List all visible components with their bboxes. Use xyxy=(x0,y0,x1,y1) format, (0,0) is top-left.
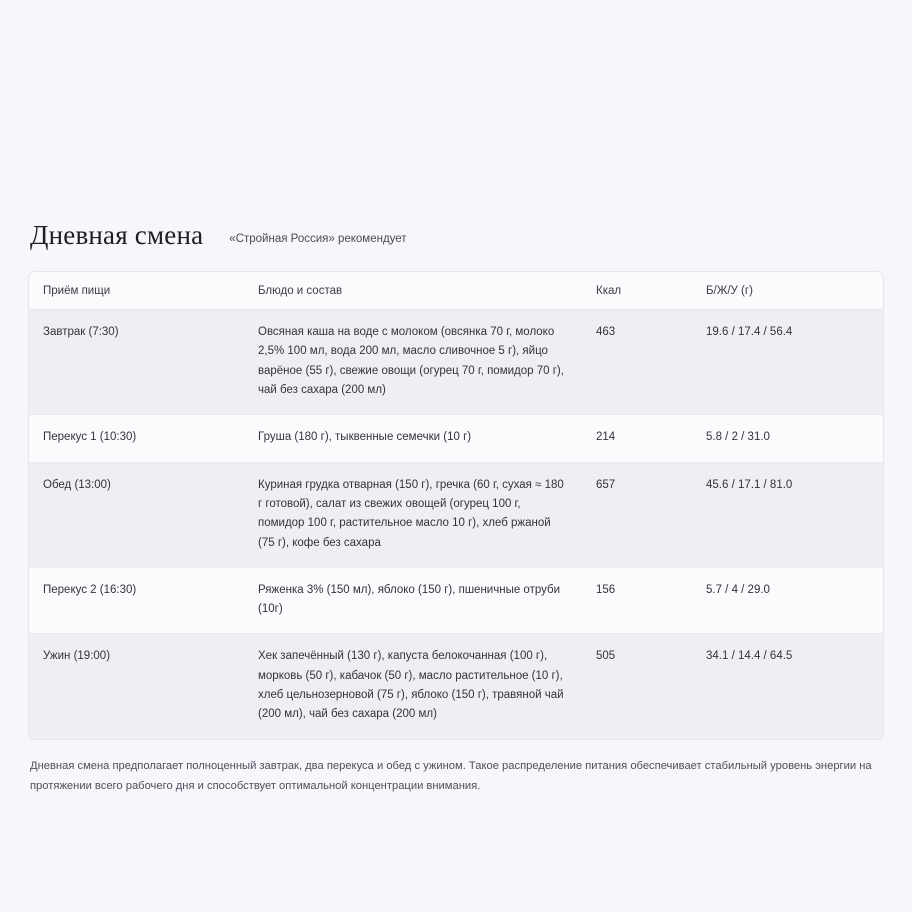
cell-dish: Овсяная каша на воде с молоком (овсянка 70 г, молоко 2,5% 100 мл, вода 200 мл, масло сливочное 5 г), яйцо варёное (55 г), свежие овощи (огурец 70 г, помидор 70 г), чай без сахара (200 мл) xyxy=(244,310,582,415)
page-subtitle: «Стройная Россия» рекомендует xyxy=(229,233,407,245)
cell-macros: 45.6 / 17.1 / 81.0 xyxy=(692,462,883,567)
cell-meal: Завтрак (7:30) xyxy=(29,310,244,415)
table-row xyxy=(29,462,883,567)
cell-dish: Груша (180 г), тыквенные семечки (10 г) xyxy=(244,415,582,462)
cell-kcal: 657 xyxy=(582,462,692,567)
page-title: Дневная смена xyxy=(30,220,204,250)
cell-macros: 19.6 / 17.4 / 56.4 xyxy=(692,310,883,415)
table-body xyxy=(29,310,883,739)
table-row xyxy=(29,567,883,634)
cell-meal: Ужин (19:00) xyxy=(29,634,244,739)
cell-kcal: 156 xyxy=(582,567,692,634)
cell-kcal: 463 xyxy=(582,310,692,415)
meal-plan-table-container xyxy=(28,271,884,740)
meal-plan-table xyxy=(29,272,883,739)
column-header-meal: Приём пищи xyxy=(29,272,244,310)
column-header-kcal: Ккал xyxy=(582,272,692,310)
table-header-row xyxy=(29,272,883,310)
footnote-text: Дневная смена предполагает полноценный завтрак, два перекуса и обед с ужином. Такое распределение питания обеспечивает стабильный уровень энергии на протяжении всего рабочего дня и способствует оптимальной концентрации внимания. xyxy=(30,759,872,792)
cell-dish: Ряженка 3% (150 мл), яблоко (150 г), пшеничные отруби (10г) xyxy=(244,567,582,634)
cell-macros: 5.7 / 4 / 29.0 xyxy=(692,567,883,634)
cell-macros: 5.8 / 2 / 31.0 xyxy=(692,415,883,462)
column-header-macros: Б/Ж/У (г) xyxy=(692,272,883,310)
column-header-dish: Блюдо и состав xyxy=(244,272,582,310)
cell-meal: Перекус 1 (10:30) xyxy=(29,415,244,462)
page-header xyxy=(28,0,884,249)
table-row xyxy=(29,415,883,462)
table-row xyxy=(29,634,883,739)
cell-meal: Обед (13:00) xyxy=(29,462,244,567)
table-header xyxy=(29,272,883,310)
cell-meal: Перекус 2 (16:30) xyxy=(29,567,244,634)
cell-dish: Хек запечённый (130 г), капуста белокочанная (100 г), морковь (50 г), кабачок (50 г), масло растительное (10 г), хлеб цельнозерновой (75 г), яблоко (150 г), травяной чай (200 мл), чай без сахара (200 мл) xyxy=(244,634,582,739)
cell-kcal: 505 xyxy=(582,634,692,739)
cell-kcal: 214 xyxy=(582,415,692,462)
table-row xyxy=(29,310,883,415)
cell-dish: Куриная грудка отварная (150 г), гречка (60 г, сухая ≈ 180 г готовой), салат из свежих овощей (огурец 100 г, помидор 100 г, растительное масло 10 г), хлеб ржаной (75 г), кофе без сахара xyxy=(244,462,582,567)
cell-macros: 34.1 / 14.4 / 64.5 xyxy=(692,634,883,739)
